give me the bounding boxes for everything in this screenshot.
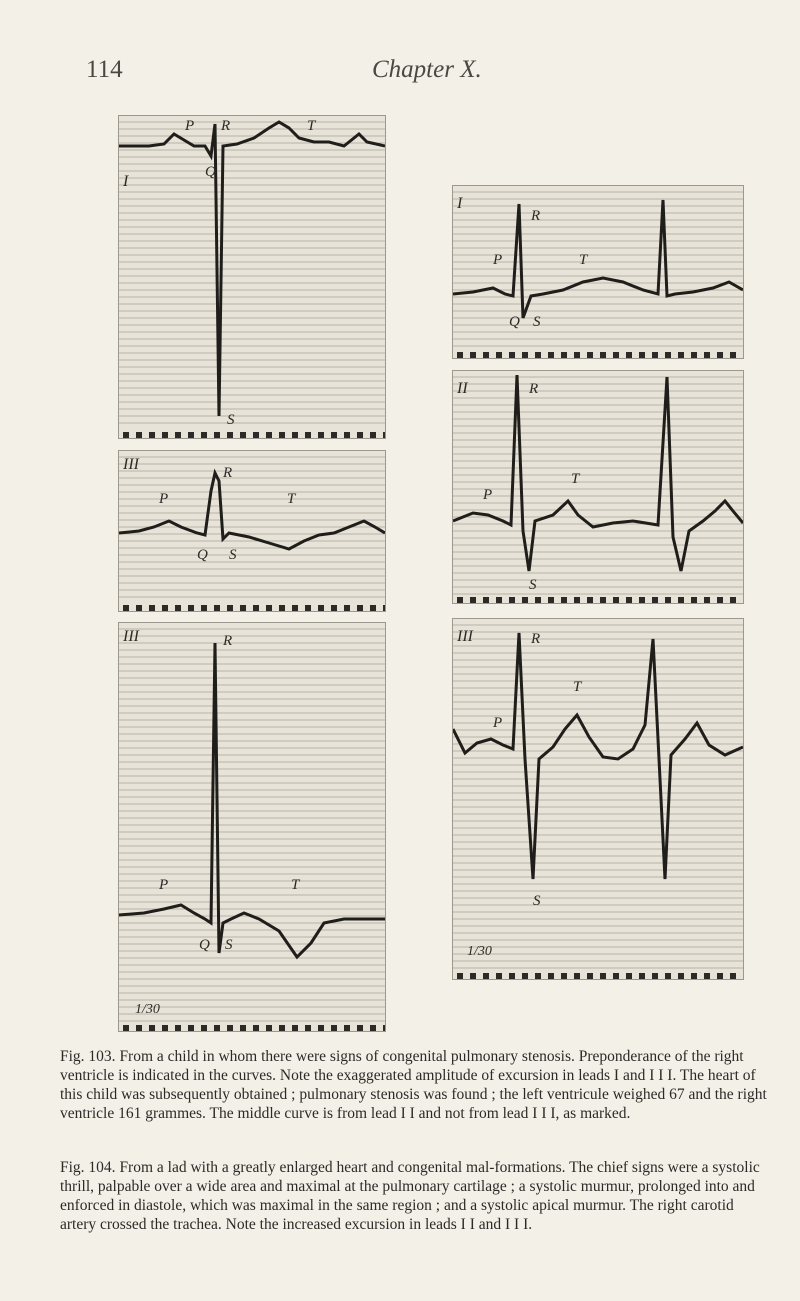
wave-label-t: T [573,679,582,695]
wave-label-q: Q [509,314,520,330]
time-tick [600,597,606,603]
time-tick [483,597,489,603]
wave-label-t: T [307,118,316,134]
time-tick [201,1025,207,1031]
time-tick [344,432,350,438]
time-tick [535,597,541,603]
time-tick [370,432,376,438]
time-tick [730,973,736,979]
time-tick [548,352,554,358]
ecg-strip-fig103-lead-1 [118,115,386,439]
time-tick [305,432,311,438]
caption-figure-number: Fig. 103. [60,1048,116,1065]
lead-label: I [457,195,463,212]
time-tick [227,1025,233,1031]
time-tick [717,973,723,979]
time-tick [730,597,736,603]
time-tick [136,432,142,438]
time-tick [652,597,658,603]
time-tick [149,605,155,611]
time-tick [357,605,363,611]
caption-figure-number: Fig. 104. [60,1159,116,1176]
time-tick [123,1025,129,1031]
time-tick [253,605,259,611]
time-tick [344,1025,350,1031]
time-tick [331,1025,337,1031]
time-tick [266,605,272,611]
time-tick [188,1025,194,1031]
time-tick [240,605,246,611]
time-tick [201,432,207,438]
time-tick [704,973,710,979]
time-tick [383,432,385,438]
ecg-strip-fig103-lead-3b [118,622,386,1032]
time-tick [279,1025,285,1031]
time-tick [613,973,619,979]
time-tick [383,1025,385,1031]
time-tick [136,605,142,611]
time-tick [613,597,619,603]
time-tick [188,605,194,611]
wave-label-t: T [291,877,300,893]
time-tick [548,973,554,979]
time-tick [175,605,181,611]
time-tick [678,352,684,358]
time-tick [522,973,528,979]
time-tick [691,973,697,979]
time-tick [652,352,658,358]
time-tick [509,597,515,603]
time-tick [704,352,710,358]
wave-label-t: T [579,252,588,268]
caption-text: From a lad with a greatly enlarged heart and congenital mal-formations. The chief signs were a systolic thrill, palpable over a wide area and maximal at the pulmonary cartilage ; a systolic murmur, prolonged into and enforced in diastole, which was maximal in the same region ; and a systolic apical murmur. The right carotid artery crossed the trachea. Note the increased excursion in leads I I and I I I. [60,1159,760,1233]
time-tick [678,597,684,603]
time-tick [149,1025,155,1031]
wave-label-p: P [185,118,195,134]
time-tick [470,597,476,603]
wave-label-s: S [529,577,537,593]
time-tick [201,605,207,611]
lead-label: III [123,628,139,645]
time-tick [587,352,593,358]
time-mark: 1/30 [135,1002,160,1017]
wave-label-p: P [493,252,503,268]
time-tick [383,605,385,611]
time-mark: 1/30 [467,944,492,959]
time-tick [149,432,155,438]
ecg-strip-fig103-lead-3a [118,450,386,612]
time-tick [331,605,337,611]
chapter-title: Chapter X. [372,56,482,83]
time-tick [613,352,619,358]
time-tick [136,1025,142,1031]
caption-fig-103 [60,1047,770,1123]
time-tick [305,1025,311,1031]
time-tick [457,352,463,358]
wave-label-s: S [229,547,237,563]
time-tick [639,597,645,603]
wave-label-s: S [533,314,541,330]
time-tick [574,352,580,358]
time-tick [370,605,376,611]
wave-label-p: P [159,877,169,893]
time-tick [509,352,515,358]
lead-label: II [457,380,468,397]
wave-label-q: Q [197,547,208,563]
time-tick [717,352,723,358]
time-tick [626,973,632,979]
time-tick [574,973,580,979]
time-tick [305,605,311,611]
time-tick [483,973,489,979]
ecg-strip-fig104-lead-1 [452,185,744,359]
wave-label-q: Q [205,164,216,180]
time-tick [470,352,476,358]
time-tick [678,973,684,979]
time-tick [344,605,350,611]
lead-label: III [123,456,139,473]
time-tick [162,605,168,611]
time-tick [704,597,710,603]
time-tick [457,597,463,603]
time-tick [496,597,502,603]
time-tick [561,973,567,979]
wave-label-p: P [493,715,503,731]
time-tick [279,605,285,611]
ecg-trace [119,473,385,549]
wave-label-t: T [571,471,580,487]
time-tick [357,432,363,438]
lead-label: I [123,173,129,190]
time-tick [240,432,246,438]
time-tick [691,352,697,358]
time-tick [175,432,181,438]
wave-label-s: S [227,412,235,428]
page-header [86,56,760,92]
time-tick [639,973,645,979]
time-tick [214,605,220,611]
wave-label-r: R [529,381,539,397]
time-tick [509,973,515,979]
time-tick [522,597,528,603]
wave-label-t: T [287,491,296,507]
time-tick [292,1025,298,1031]
time-tick [214,432,220,438]
time-tick [587,597,593,603]
time-tick [292,432,298,438]
time-tick [665,352,671,358]
time-tick [457,973,463,979]
time-tick [214,1025,220,1031]
time-tick [665,597,671,603]
time-tick [483,352,489,358]
time-tick [652,973,658,979]
time-tick [535,973,541,979]
time-tick [496,352,502,358]
time-tick [730,352,736,358]
time-tick [162,1025,168,1031]
ecg-trace [119,643,385,957]
time-tick [123,605,129,611]
time-tick [240,1025,246,1031]
time-tick [561,352,567,358]
ecg-strip-fig104-lead-3 [452,618,744,980]
time-tick [188,432,194,438]
time-tick [522,352,528,358]
lead-label: III [457,628,473,645]
time-tick [600,973,606,979]
wave-label-s: S [225,937,233,953]
time-tick [357,1025,363,1031]
time-tick [639,352,645,358]
wave-label-r: R [531,208,541,224]
time-tick [123,432,129,438]
time-tick [227,605,233,611]
time-tick [175,1025,181,1031]
wave-label-s: S [533,893,541,909]
time-tick [561,597,567,603]
time-tick [253,432,259,438]
time-tick [691,597,697,603]
wave-label-p: P [159,491,169,507]
wave-label-p: P [483,487,493,503]
time-tick [318,605,324,611]
time-tick [600,352,606,358]
time-tick [535,352,541,358]
ecg-strip-fig104-lead-2 [452,370,744,604]
time-tick [665,973,671,979]
time-tick [253,1025,259,1031]
page-number: 114 [86,56,123,83]
time-tick [587,973,593,979]
wave-label-r: R [223,633,233,649]
time-tick [626,597,632,603]
time-tick [370,1025,376,1031]
time-tick [626,352,632,358]
time-tick [162,432,168,438]
time-tick [266,432,272,438]
time-tick [279,432,285,438]
time-tick [227,432,233,438]
time-tick [574,597,580,603]
ecg-trace [453,375,743,571]
time-tick [717,597,723,603]
caption-text: From a child in whom there were signs of congenital pulmonary stenosis. Preponderance of the right ventricle is indicated in the curves. Note the exaggerated amplitude of excursion in leads I and I I I. The heart of this child was subsequently obtained ; pulmonary stenosis was found ; the left ventricule weighed 67 and the right ventricle 161 grammes. The middle curve is from lead I I and not from lead I I I, as marked. [60,1048,767,1122]
time-tick [266,1025,272,1031]
time-tick [548,597,554,603]
caption-fig-104 [60,1158,770,1234]
time-tick [470,973,476,979]
time-tick [318,432,324,438]
wave-label-q: Q [199,937,210,953]
wave-label-r: R [221,118,231,134]
time-tick [292,605,298,611]
wave-label-r: R [531,631,541,647]
time-tick [496,973,502,979]
wave-label-r: R [223,465,233,481]
time-tick [318,1025,324,1031]
time-tick [331,432,337,438]
